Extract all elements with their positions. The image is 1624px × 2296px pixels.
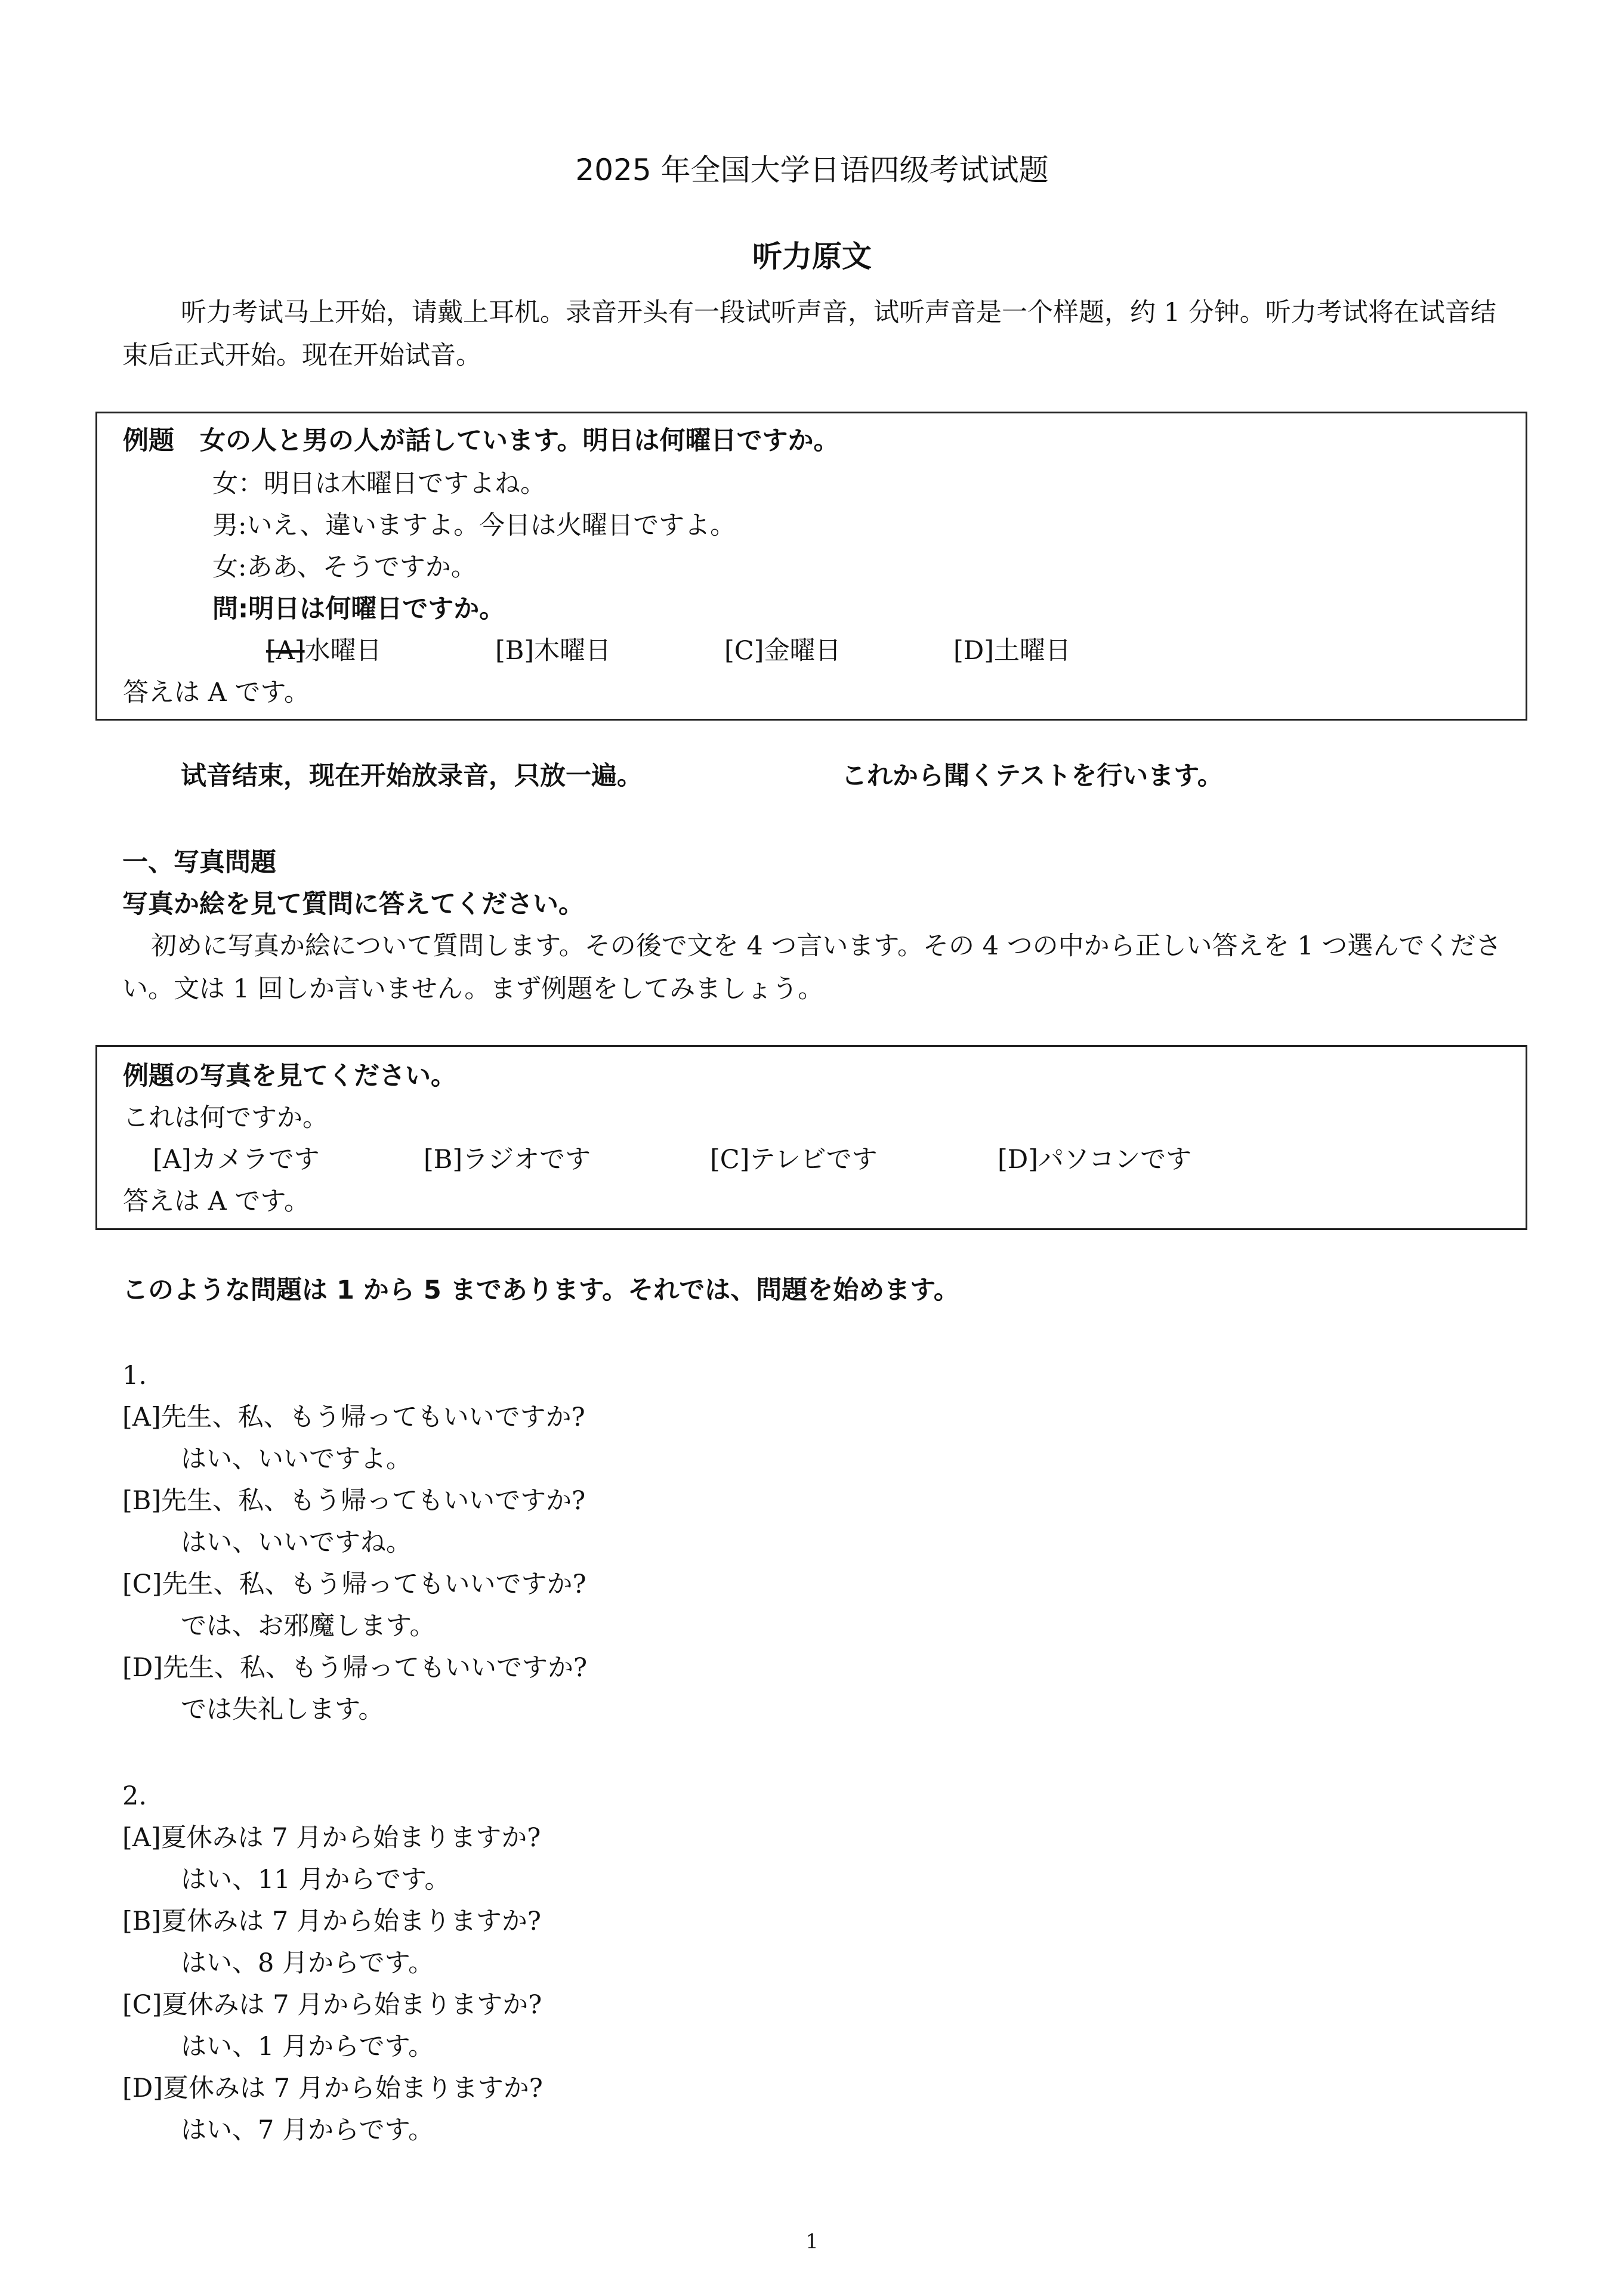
example-answer: 答えは A です。 <box>123 678 310 707</box>
intro-paragraph: 听力考试马上开始，请戴上耳机。录音开头有一段试听声音，试听声音是一个样题，约 1 分钟。听力考试将在试音结束后正式开始。现在开始试音。 <box>122 298 1496 370</box>
example-dialogue-line: 女：明日は木曜日ですよね。 <box>212 469 546 499</box>
question-option: [B]先生、私、もう帰ってもいいですか? <box>122 1486 586 1516</box>
question-response: はい、7 月からです。 <box>181 2115 434 2145</box>
question-option: [D]先生、私、もう帰ってもいいですか? <box>122 1653 588 1683</box>
question-option: [D]夏休みは 7 月から始まりますか? <box>122 2073 543 2103</box>
example-box <box>95 412 1527 721</box>
question-number: 1. <box>122 1361 147 1390</box>
question-option: [C]夏休みは 7 月から始まりますか? <box>122 1990 542 2020</box>
question-response: はい、11 月からです。 <box>181 1865 450 1895</box>
example-question: 問:明日は何曜日ですか。 <box>212 594 505 624</box>
example-option-c: [C]金曜日 <box>724 636 841 666</box>
document-subtitle: 听力原文 <box>752 239 872 274</box>
question-response: では、お邪魔します。 <box>181 1611 436 1641</box>
page-number: 1 <box>805 2230 819 2254</box>
example-heading: 例题 女の人と男の人が話しています。明日は何曜日ですか。 <box>123 426 839 456</box>
transition-jp: これから聞くテストを行います。 <box>841 761 1223 791</box>
section-heading: 一、写真問題 <box>122 848 276 877</box>
photo-example-answer: 答えは A です。 <box>123 1186 310 1216</box>
photo-option-a: [A]カメラです <box>153 1145 320 1175</box>
document-title: 2025 年全国大学日语四级考试试题 <box>575 153 1049 187</box>
example-option-b: [B]木曜日 <box>495 636 612 666</box>
photo-option-b: [B]ラジオです <box>424 1145 591 1175</box>
photo-option-d: [D]パソコンです <box>998 1145 1192 1175</box>
section-closing: このような問題は 1 から 5 まであります。それでは、問題を始めます。 <box>122 1275 959 1305</box>
question-response: はい、8 月からです。 <box>181 1948 434 1978</box>
photo-option-c: [C]テレビです <box>710 1145 878 1175</box>
example-option-d: [D]土曜日 <box>953 636 1072 666</box>
example-option-a: [A]水曜日 <box>266 636 382 666</box>
question-response: では失礼します。 <box>181 1695 384 1725</box>
question-response: はい、1 月からです。 <box>181 2032 434 2062</box>
section-description: 初めに写真か絵について質問します。その後で文を 4 つ言います。その 4 つの中から正しい答えを 1 つ選んでください。文は 1 回しか言いません。まず例題をしてみましょう。 <box>122 931 1502 1004</box>
example-dialogue-line: 女:ああ、そうですか。 <box>212 552 477 582</box>
transition-cn: 试音结束，现在开始放录音，只放一遍。 <box>181 761 643 791</box>
question-option: [A]先生、私、もう帰ってもいいですか? <box>122 1402 585 1432</box>
example-dialogue-line: 男:いえ、違いますよ。今日は火曜日ですよ。 <box>212 511 736 540</box>
photo-example-box <box>95 1045 1527 1230</box>
photo-example-question: これは何ですか。 <box>123 1103 328 1133</box>
photo-example-heading: 例題の写真を見てください。 <box>123 1061 456 1091</box>
question-option: [A]夏休みは 7 月から始まりますか? <box>122 1823 541 1853</box>
question-response: はい、いいですね。 <box>181 1528 412 1558</box>
question-option: [B]夏休みは 7 月から始まりますか? <box>122 1906 541 1936</box>
question-option: [C]先生、私、もう帰ってもいいですか? <box>122 1569 586 1599</box>
struck-answer-mark: [A] <box>266 636 305 666</box>
section-instruction: 写真か絵を見て質問に答えてください。 <box>122 889 584 919</box>
question-response: はい、いいですよ。 <box>181 1444 412 1474</box>
question-number: 2. <box>122 1781 147 1811</box>
